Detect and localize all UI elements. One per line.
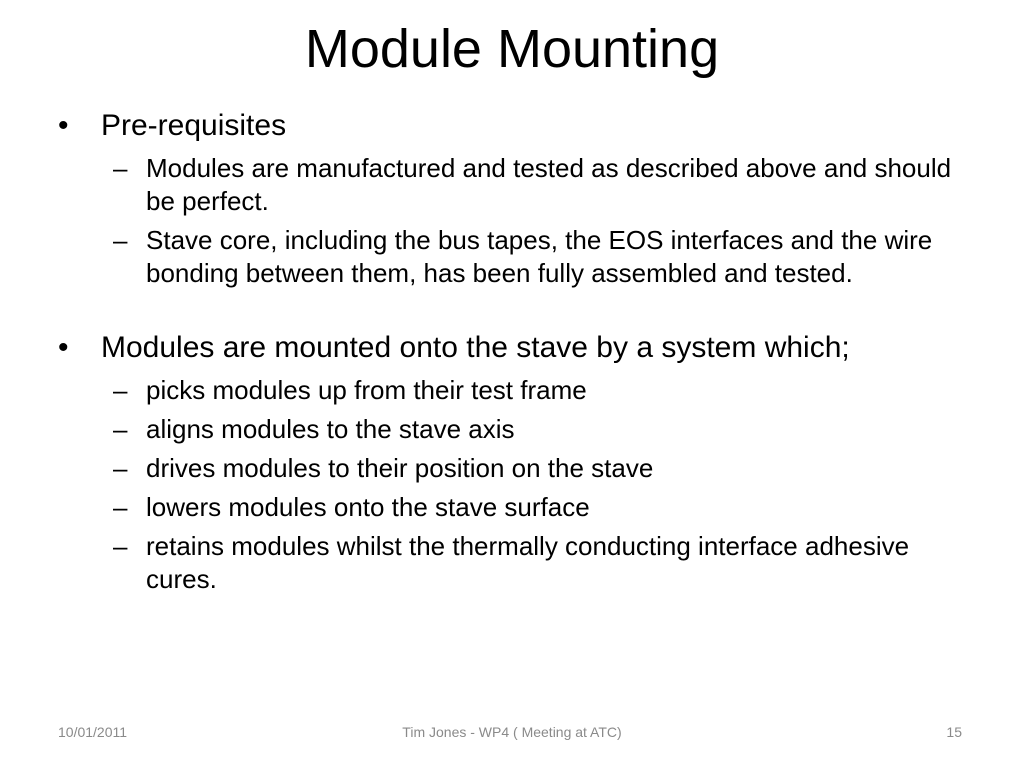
subitem (55, 224, 965, 290)
subitem (55, 452, 965, 485)
subitem-text: lowers modules onto the stave surface (146, 492, 590, 522)
subitem-text: Modules are manufactured and tested as described above and should be perfect. (146, 153, 952, 216)
bullet-prerequisites (55, 108, 965, 144)
footer-page-number: 15 (946, 724, 962, 740)
subitem (55, 152, 965, 218)
subitem-text: Stave core, including the bus tapes, the EOS interfaces and the wire bonding between them, has been fully assembled and tested. (146, 225, 933, 288)
dash-marker: – (113, 153, 128, 183)
bullet-mounting-system (55, 330, 965, 366)
bullet-text: Modules are mounted onto the stave by a system which; (101, 331, 850, 364)
subitem-text: drives modules to their position on the stave (146, 453, 654, 483)
bullet-marker: • (58, 109, 69, 142)
dash-marker: – (113, 225, 128, 255)
dash-marker: – (113, 375, 128, 405)
subitem-text: picks modules up from their test frame (146, 375, 587, 405)
dash-marker: – (113, 414, 128, 444)
slide-content (55, 108, 965, 596)
subitem (55, 491, 965, 524)
dash-marker: – (113, 492, 128, 522)
bullet-marker: • (58, 331, 69, 364)
subitem (55, 413, 965, 446)
footer-date: 10/01/2011 (58, 724, 128, 740)
subitem-text: aligns modules to the stave axis (146, 414, 515, 444)
subitem (55, 374, 965, 407)
subitem (55, 530, 965, 596)
bullet-text: Pre-requisites (101, 109, 287, 142)
dash-marker: – (113, 453, 128, 483)
subitem-text: retains modules whilst the thermally conducting interface adhesive cures. (146, 531, 910, 594)
footer-presenter: Tim Jones - WP4 ( Meeting at ATC) (402, 724, 622, 740)
slide-title: Module Mounting (304, 19, 720, 79)
dash-marker: – (113, 531, 128, 561)
